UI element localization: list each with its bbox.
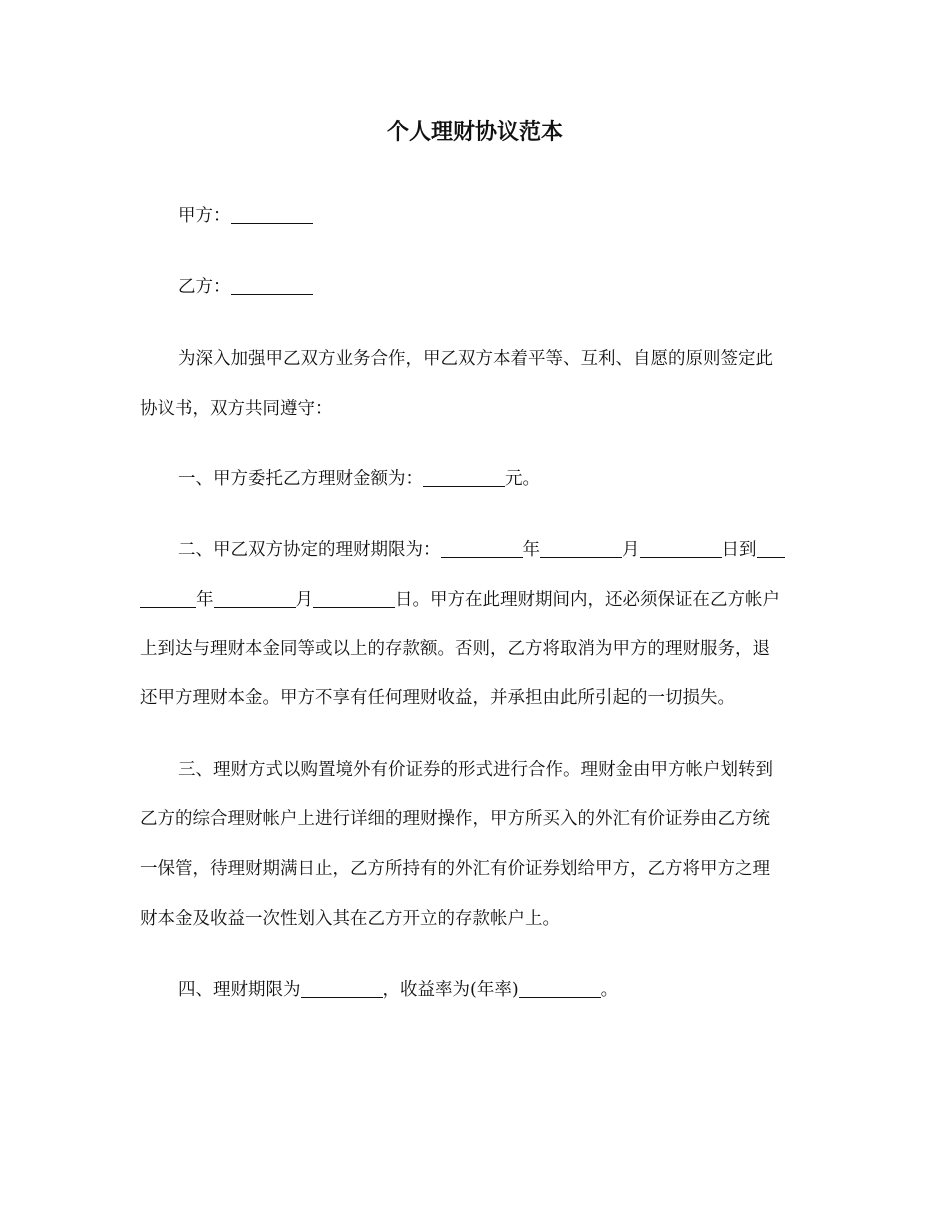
clause-2-line-4: 还甲方理财本金。甲方不享有任何理财收益，并承担由此所引起的一切损失。 <box>140 688 735 708</box>
clause-4-line <box>140 978 850 1002</box>
party-b-line <box>140 275 850 299</box>
clause-3-line-2: 乙方的综合理财帐户上进行详细的理财操作，甲方所买入的外汇有价证券由乙方统 <box>140 809 770 829</box>
end-year-label: 年 <box>196 590 214 610</box>
clause-1-suffix: 元。 <box>505 469 540 489</box>
clause-1-prefix: 一、甲方委托乙方理财金额为： <box>178 469 423 489</box>
clause-3-line-1: 三、理财方式以购置境外有价证券的形式进行合作。理财金由甲方帐户划转到 <box>178 760 773 780</box>
preamble-line-1: 为深入加强甲乙双方业务合作，甲乙双方本着平等、互利、自愿的原则签定此 <box>178 349 773 369</box>
start-year-blank <box>441 540 523 558</box>
start-day-blank <box>640 540 722 558</box>
clause-2-line-1 <box>140 538 850 562</box>
end-month-label: 月 <box>295 590 313 610</box>
party-a-blank <box>231 206 313 224</box>
rate-blank <box>519 980 601 998</box>
party-b-blank <box>231 277 313 295</box>
clause-4-suffix: 。 <box>600 980 619 1000</box>
clause-4-prefix: 四、理财期限为 <box>178 980 301 1000</box>
clause-2-prefix: 二、甲乙双方协定的理财期限为： <box>178 540 441 560</box>
clause-2-day-end: 日。甲方在此理财期间内，还必须保证在乙方帐户 <box>395 590 780 610</box>
preamble-line-2: 协议书，双方共同遵守： <box>140 399 333 419</box>
party-a-label: 甲方： <box>178 206 231 226</box>
month-label: 月 <box>622 540 640 560</box>
clause-3-line-3: 一保管，待理财期满日止，乙方所持有的外汇有价证券划给甲方，乙方将甲方之理 <box>140 859 770 879</box>
end-month-blank <box>214 590 296 608</box>
clause-4-middle: ，收益率为(年率) <box>382 980 519 1000</box>
end-day-blank <box>313 590 395 608</box>
term-blank <box>301 980 383 998</box>
party-b-label: 乙方： <box>178 277 231 297</box>
amount-blank <box>423 469 505 487</box>
year-label: 年 <box>522 540 540 560</box>
clause-2-line-2 <box>140 588 812 612</box>
end-year-blank-part-1 <box>757 540 785 558</box>
clause-1-line <box>140 467 850 491</box>
party-a-line <box>140 204 850 228</box>
day-to-label: 日到 <box>721 540 757 560</box>
start-month-blank <box>540 540 622 558</box>
clause-2-line-3: 上到达与理财本金同等或以上的存款额。否则，乙方将取消为甲方的理财服务，退 <box>140 639 770 659</box>
end-year-blank-part-2 <box>140 590 196 608</box>
clause-3-line-4: 财本金及收益一次性划入其在乙方开立的存款帐户上。 <box>140 909 560 929</box>
document-title: 个人理财协议范本 <box>386 119 563 145</box>
